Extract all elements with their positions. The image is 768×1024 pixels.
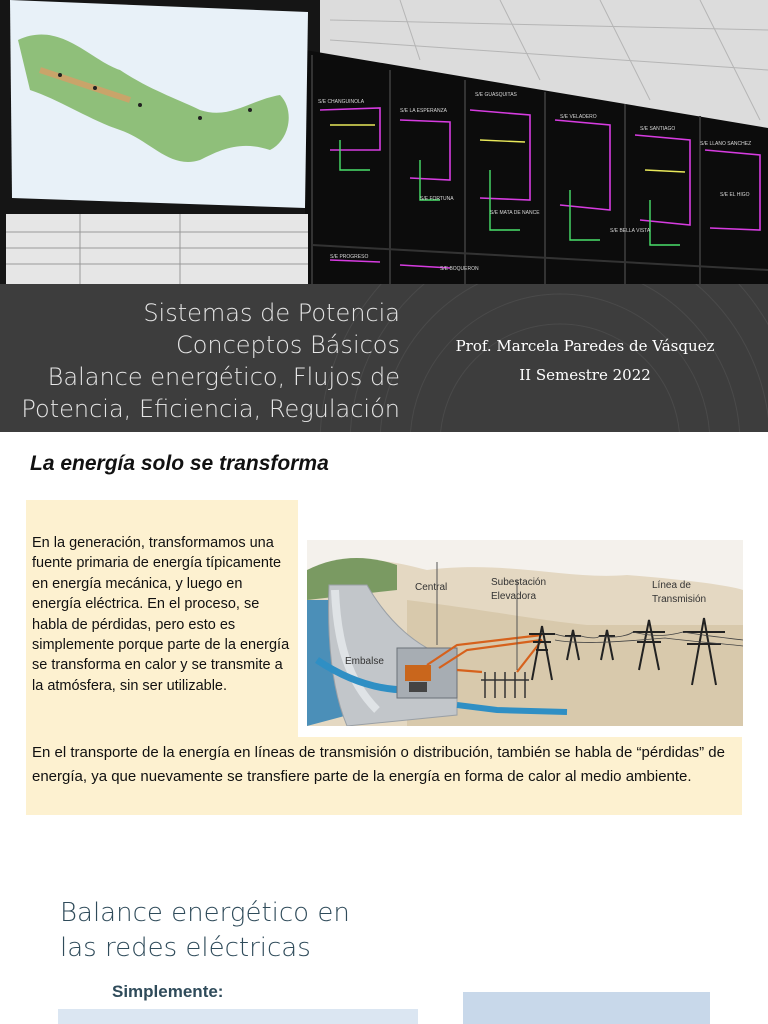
line-label-1: Línea de <box>652 580 691 591</box>
control-room-photo <box>0 0 768 288</box>
svg-text:S/E VELADERO: S/E VELADERO <box>560 114 597 120</box>
svg-text:S/E BOQUERON: S/E BOQUERON <box>440 266 479 272</box>
svg-text:S/E EL HIGO: S/E EL HIGO <box>720 192 750 198</box>
semester-label: II Semestre 2022 <box>519 366 651 384</box>
cover-title-line: Balance energético, Flujos de <box>47 363 400 391</box>
svg-text:S/E CHANGUINOLA: S/E CHANGUINOLA <box>318 99 365 105</box>
svg-text:S/E SANTIAGO: S/E SANTIAGO <box>640 126 676 132</box>
svg-text:S/E MATA DE NANCE: S/E MATA DE NANCE <box>490 210 540 216</box>
cover-title-line: Conceptos Básicos <box>175 331 400 359</box>
slide-title-line: las redes eléctricas <box>60 933 311 963</box>
svg-text:S/E GUASQUITAS: S/E GUASQUITAS <box>475 92 517 98</box>
author-block <box>420 332 750 390</box>
image-placeholder <box>463 992 710 1024</box>
slide-title: La energía solo se transforma <box>30 452 329 475</box>
line-label-2: Transmisión <box>652 594 707 605</box>
energy-transform-slide <box>0 432 768 864</box>
reservoir-label: Embalse <box>345 656 384 667</box>
substation-label-2: Elevadora <box>491 591 537 602</box>
professor-name: Prof. Marcela Paredes de Vásquez <box>455 337 715 355</box>
generation-paragraph: En la generación, transformamos una fuente primaria de energía típicamente en energía mecánica, y luego en energía eléctrica. En el proceso, se habla de pérdidas, pero esto es simplemente porque parte de la energía se transforma en calor y se transmite a la atmósfera, sin ser utilizable. <box>32 535 290 694</box>
slide-title-line: Balance energético en <box>60 898 350 928</box>
svg-text:S/E LA ESPERANZA: S/E LA ESPERANZA <box>400 108 447 114</box>
generation-note <box>26 500 298 740</box>
svg-text:S/E BELLA VISTA: S/E BELLA VISTA <box>610 228 651 234</box>
transport-note <box>26 737 742 815</box>
content-box <box>58 1009 418 1024</box>
cover-title-line: Potencia, Eficiencia, Regulación <box>21 395 400 423</box>
substation-label-1: Subestación <box>491 577 547 588</box>
svg-text:S/E FORTUNA: S/E FORTUNA <box>420 196 454 202</box>
central-label: Central <box>415 582 448 593</box>
cover-title-line: Sistemas de Potencia <box>143 299 400 327</box>
svg-text:S/E LLANO SANCHEZ: S/E LLANO SANCHEZ <box>700 141 752 147</box>
cover-title <box>21 297 400 425</box>
slide-subtitle: Simplemente: <box>112 982 224 1001</box>
energy-balance-slide <box>0 864 768 1024</box>
cover-slide <box>0 0 768 432</box>
slide-title <box>60 896 350 966</box>
transport-paragraph: En el transporte de la energía en líneas de transmisión o distribución, también se habla de “pérdidas” de energía, ya que nuevamente se transfiere parte de la energía en forma de calor al medio ambiente. <box>32 744 725 785</box>
svg-text:S/E PROGRESO: S/E PROGRESO <box>330 254 369 260</box>
hydro-plant-diagram <box>307 540 743 726</box>
